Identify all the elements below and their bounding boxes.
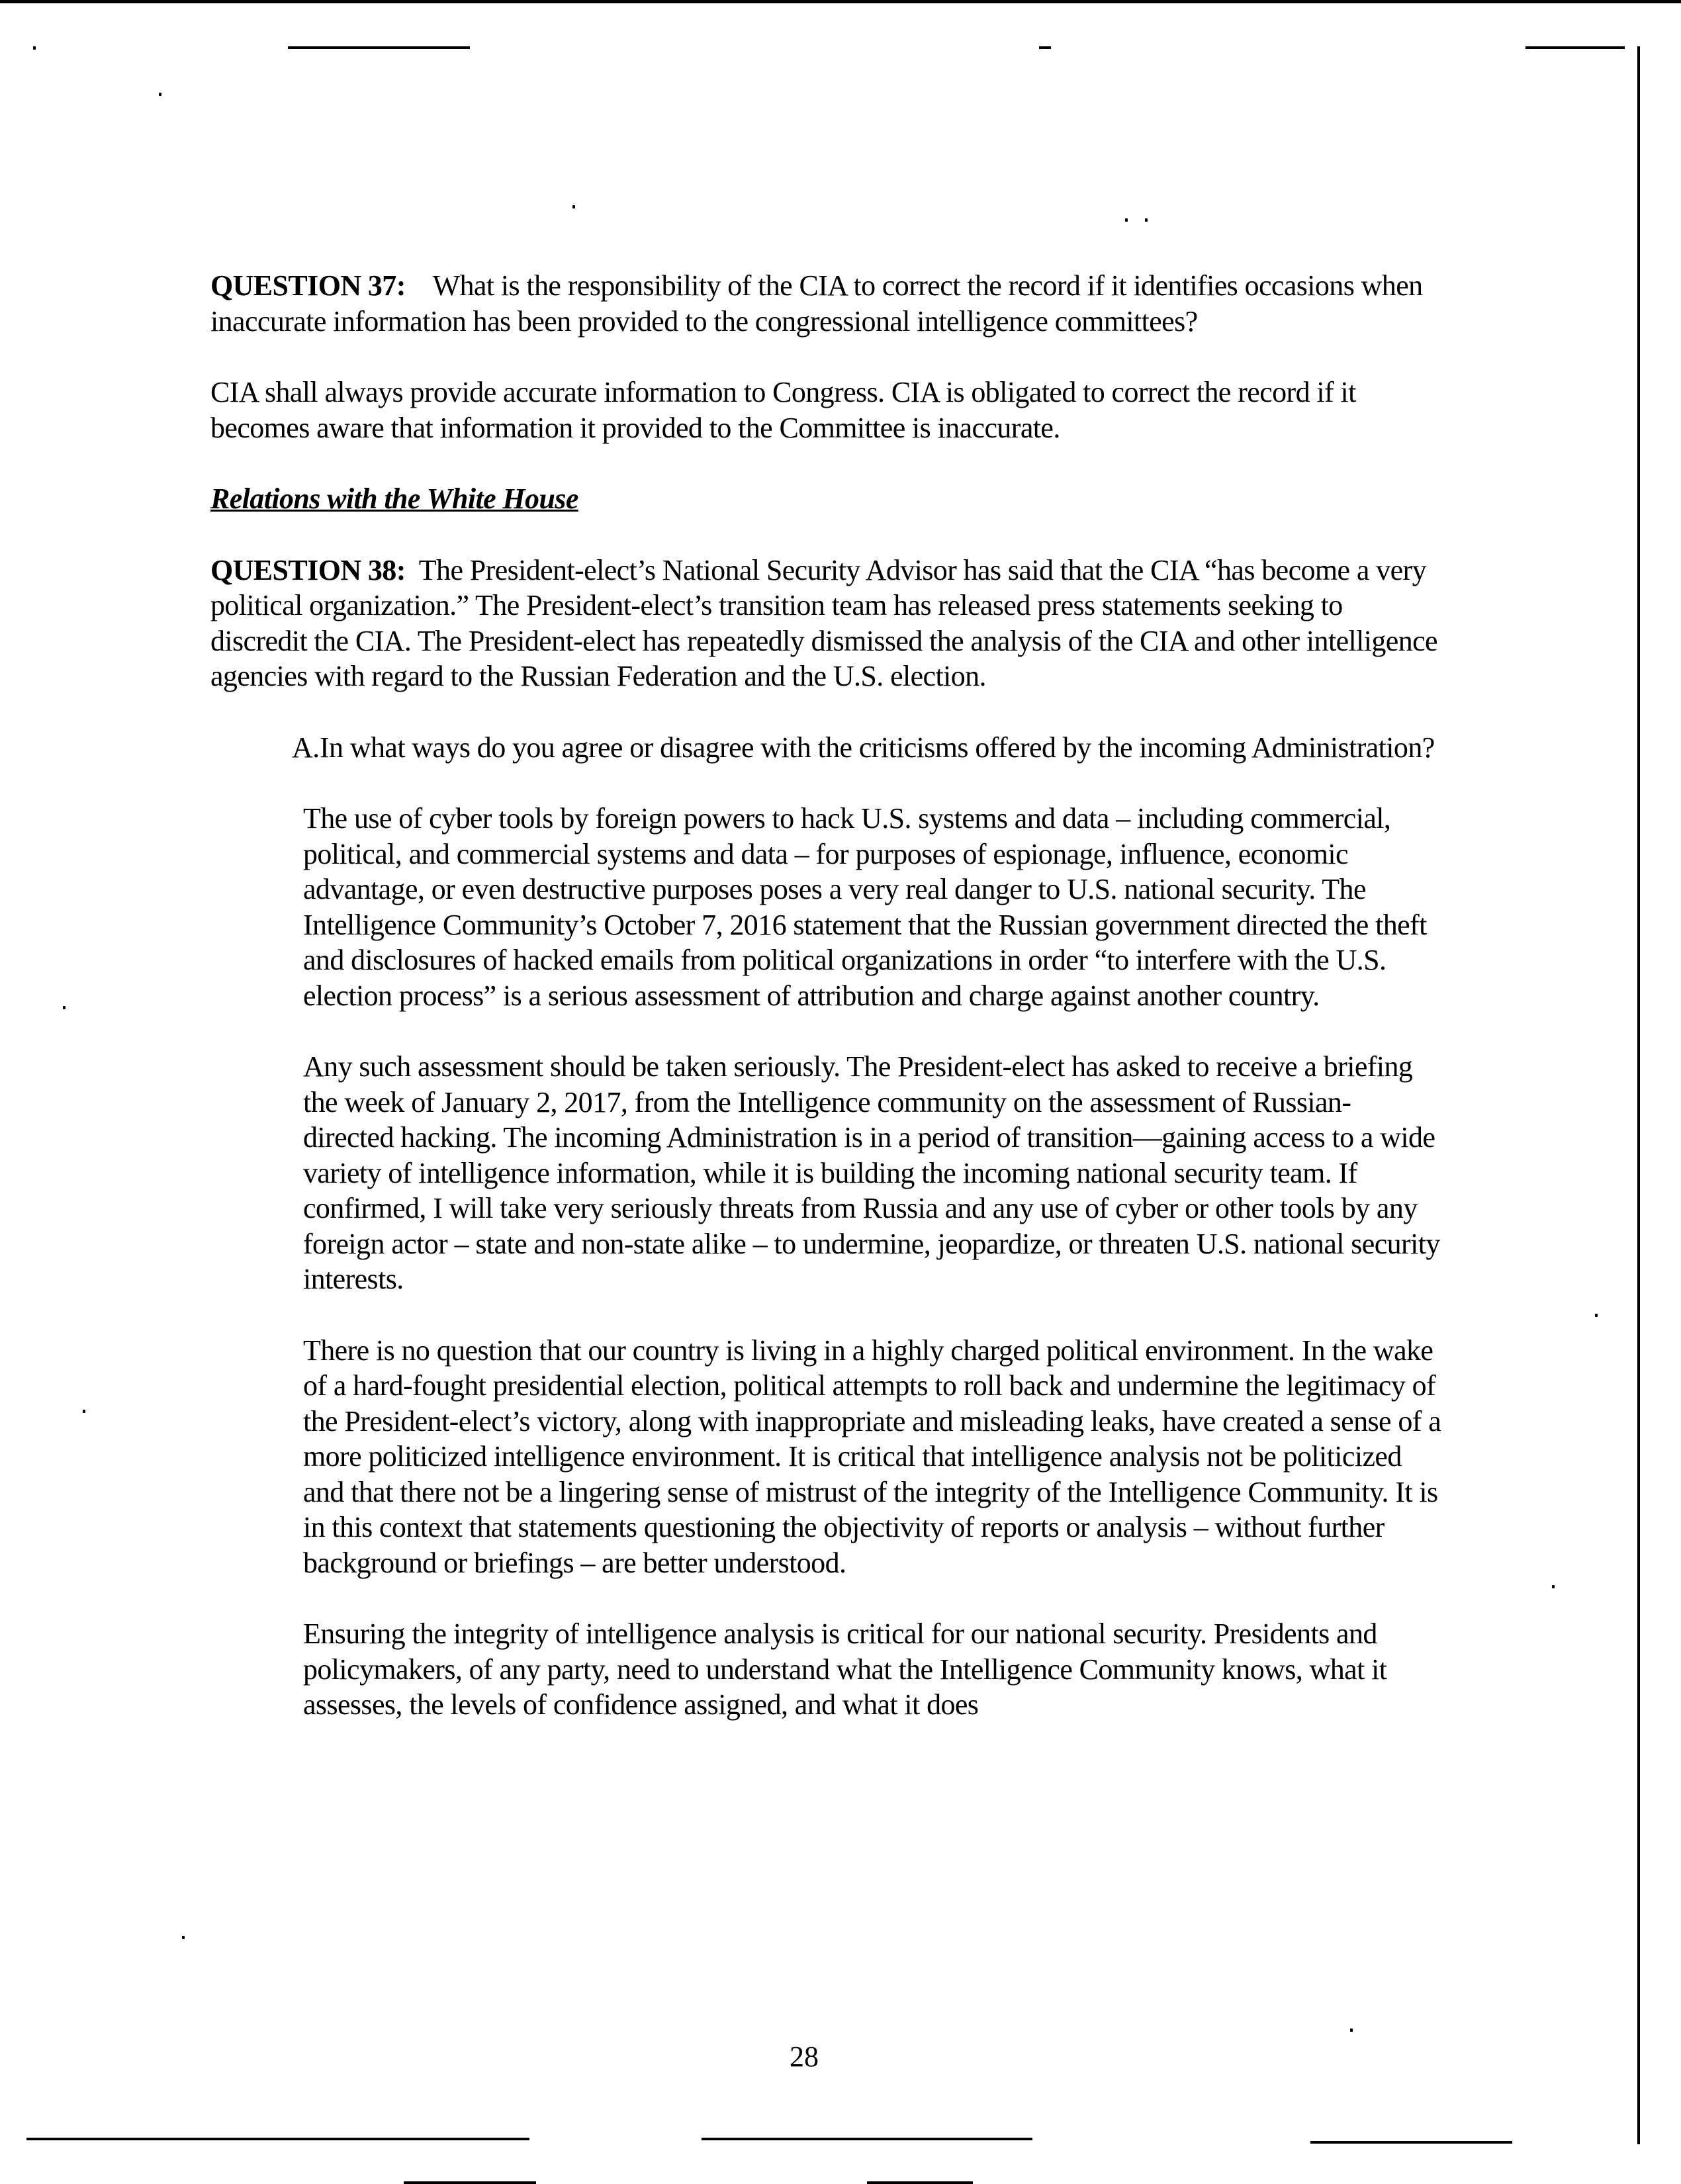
footer-rule-right — [1310, 2141, 1512, 2144]
scan-speck — [1595, 1314, 1598, 1317]
subquestion-a — [210, 730, 1441, 766]
answer-paragraph: Any such assessment should be taken seriously. The President-elect has asked to receive a briefing the week of January 2, 2017, from the Intelligence community on the assessment of Russian-directed hacking. The incoming Administration is in a period of transition—gaining access to a wide variety of intelligence information, while it is building the incoming national security team. If confirmed, I will take very seriously threats from Russia and any use of cyber or other tools by any foreign actor – state and non-state alike – to undermine, jeopardize, or threaten U.S. national security interests. — [303, 1050, 1440, 1295]
scan-speck — [1350, 2028, 1353, 2032]
question-37-answer: CIA shall always provide accurate information to Congress. CIA is obligated to correct the record if it becomes aware that information it provided to the Committee is inaccurate. — [210, 376, 1356, 444]
question-38-text: The President-elect’s National Security Advisor has said that the CIA “has become a very political organization.” The President-elect’s transition team has released press statements seeking to discredit the CIA. The President-elect has repeatedly dismissed the analysis of the CIA and other intelligence agencies with regard to the Russian Federation and the U.S. election. — [210, 553, 1437, 692]
scan-speck — [1125, 218, 1128, 222]
header-rule-left — [288, 46, 470, 49]
question-38 — [210, 553, 1441, 694]
bottom-edge-rule-b — [867, 2181, 973, 2184]
scan-speck — [182, 1936, 185, 1939]
answer-paragraph: There is no question that our country is living in a highly charged political environment. In the wake of a hard-fought presidential election, political attempts to roll back and undermine the legitimacy of the President-elect’s victory, along with inappropriate and misleading leaks, have created a sense of a more politicized intelligence environment. It is critical that intelligence analysis not be politicized and that there not be a lingering sense of mistrust of the integrity of the Intelligence Community. It is in this context that statements questioning the objectivity of reports or analysis – without further background or briefings – are better understood. — [303, 1334, 1441, 1579]
scan-speck — [83, 1410, 85, 1413]
section-heading: Relations with the White House — [210, 482, 578, 515]
bottom-edge-rule-a — [404, 2181, 536, 2184]
top-edge-rule — [0, 0, 1681, 3]
question-37-label: QUESTION 37: — [210, 269, 406, 302]
scan-speck — [33, 46, 36, 50]
scan-speck — [572, 205, 575, 208]
document-body — [210, 268, 1441, 1723]
scan-speck — [159, 93, 161, 96]
footer-rule-left — [26, 2138, 529, 2140]
page-number: 28 — [790, 2040, 819, 2073]
scan-speck — [1552, 1585, 1555, 1588]
right-page-border — [1637, 46, 1640, 2144]
subquestion-a-letter: A. — [292, 731, 320, 764]
question-37-text: What is the responsibility of the CIA to correct the record if it identifies occasions when inaccurate information has been provided to the congressional intelligence committees? — [210, 269, 1423, 338]
answer-paragraph: Ensuring the integrity of intelligence analysis is critical for our national security. Presidents and policymakers, of any party, need to understand what the Intelligence Community knows, what it assesses, the levels of confidence assigned, and what it does — [303, 1617, 1387, 1721]
scan-speck — [1145, 218, 1148, 222]
scan-speck — [63, 1006, 66, 1009]
subquestion-a-text: In what ways do you agree or disagree with the criticisms offered by the incoming Administration? — [320, 731, 1435, 764]
answer-paragraph: The use of cyber tools by foreign powers to hack U.S. systems and data – including commercial, political, and commercial systems and data – for purposes of espionage, influence, economic advantage, or even destructive purposes poses a very real danger to U.S. national security. The Intelligence Community’s October 7, 2016 statement that the Russian government directed the theft and disclosures of hacked emails from political organizations in order “to interfere with the U.S. election process” is a serious assessment of attribution and charge against another country. — [303, 802, 1427, 1012]
footer-rule-center — [702, 2138, 1032, 2140]
header-rule-mark — [1039, 46, 1051, 49]
header-rule-right — [1525, 46, 1625, 49]
question-37 — [210, 268, 1441, 339]
question-38-label: QUESTION 38: — [210, 553, 406, 586]
